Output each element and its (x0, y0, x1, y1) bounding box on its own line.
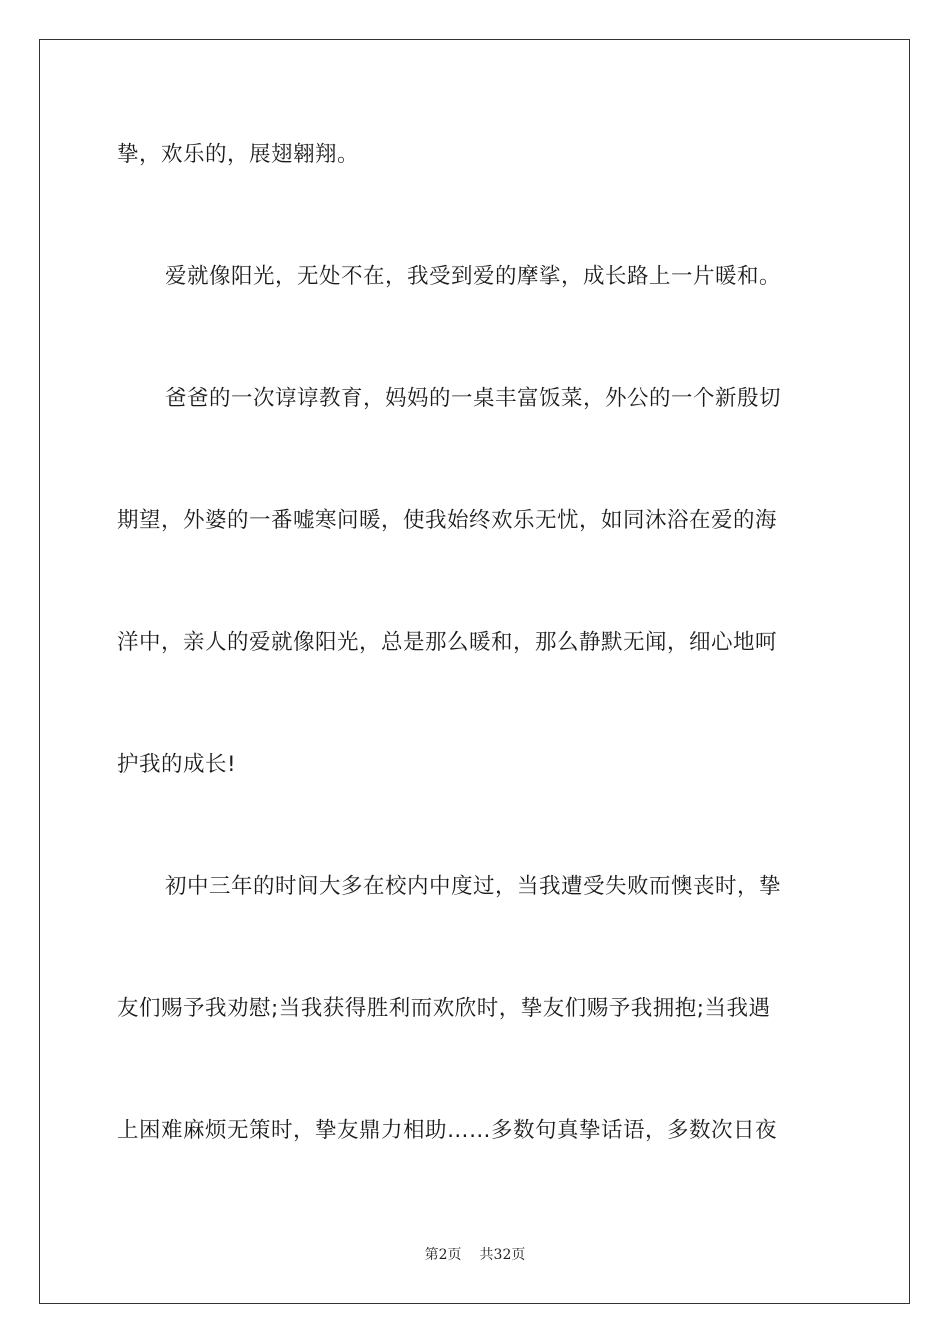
text-line: 爸爸的一次谆谆教育，妈妈的一桌丰富饭菜，外公的一个新殷切 (165, 386, 782, 411)
text-line: 初中三年的时间大多在校内中度过，当我遭受失败而懊丧时，挚 (165, 874, 782, 899)
page-border (39, 39, 910, 1304)
text-line: 上困难麻烦无策时，挚友鼎力相助……多数句真挚话语，多数次日夜 (117, 1118, 778, 1143)
page-footer (0, 1245, 950, 1265)
page-total: 共32页 (479, 1247, 526, 1263)
text-line: 挚，欢乐的，展翅翱翔。 (117, 142, 360, 167)
text-line: 护我的成长! (117, 752, 237, 777)
text-line: 期望，外婆的一番嘘寒问暖，使我始终欢乐无忧，如同沐浴在爱的海 (117, 508, 778, 533)
text-line: 爱就像阳光，无处不在，我受到爱的摩挲，成长路上一片暖和。 (165, 264, 782, 289)
page-number: 第2页 (424, 1247, 462, 1263)
text-line: 洋中，亲人的爱就像阳光，总是那么暖和，那么静默无闻，细心地呵 (117, 630, 778, 655)
text-line: 友们赐予我劝慰;当我获得胜利而欢欣时，挚友们赐予我拥抱;当我遇 (117, 996, 771, 1021)
